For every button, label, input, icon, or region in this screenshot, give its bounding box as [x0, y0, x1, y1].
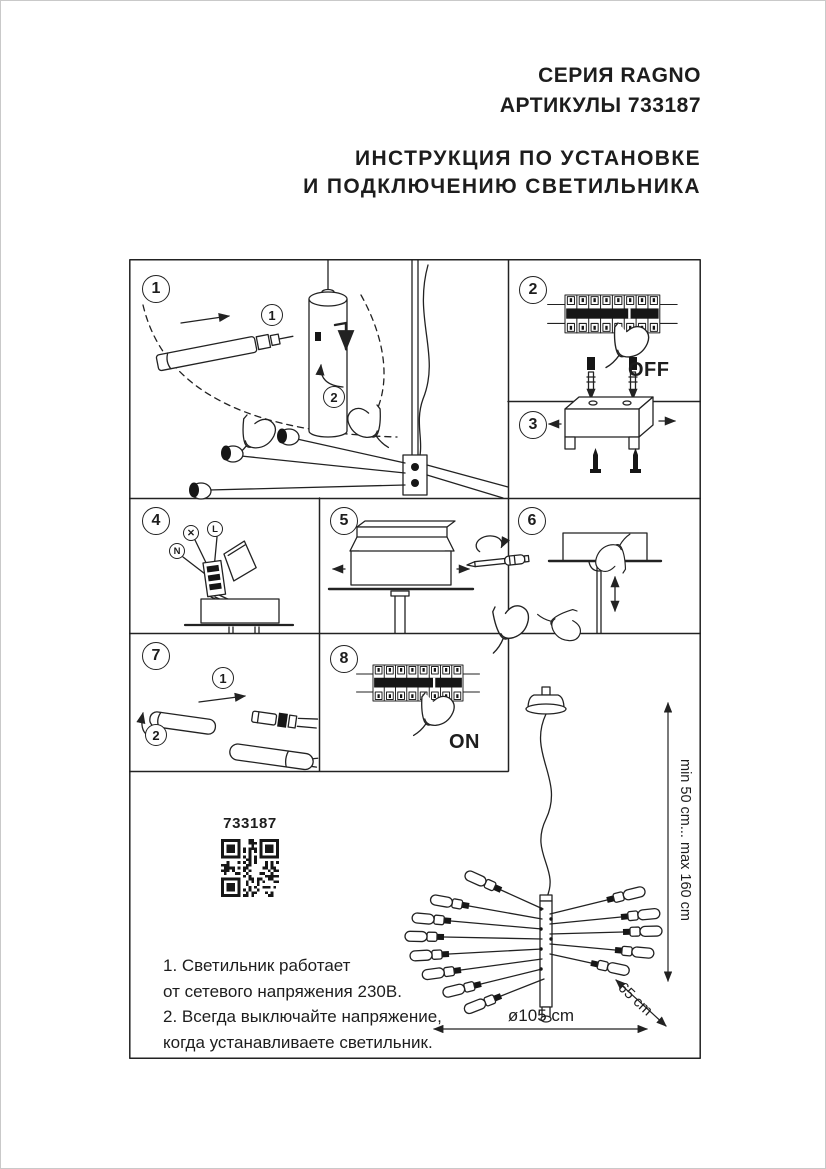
panel-5-badge: 5 [330, 507, 358, 535]
panel-6-badge: 6 [518, 507, 546, 535]
article-title: АРТИКУЛЫ 733187 [499, 94, 701, 117]
safety-notes [163, 953, 511, 1055]
article-block [215, 815, 285, 897]
dimension-depth-label: 65 cm [614, 979, 656, 1020]
panel-6-art [538, 533, 661, 649]
panel-3-badge: 3 [519, 411, 547, 439]
panel-8-badge: 8 [330, 645, 358, 673]
step-annotation: 1 [212, 667, 234, 689]
qr-code [221, 839, 279, 897]
panel-7-badge: 7 [142, 642, 170, 670]
header [129, 61, 701, 201]
panel-8-art [357, 665, 480, 735]
dimension-diameter-label: ø105 cm [507, 1006, 575, 1025]
panel-4-badge: 4 [142, 507, 170, 535]
switch-off-label: OFF [628, 359, 670, 381]
article-code: 733187 [223, 815, 277, 832]
panel-1-art [143, 259, 508, 499]
step-annotation: 2 [145, 724, 167, 746]
note-line: 1. Светильник работает [163, 956, 351, 975]
wire-label-lamp: ✕ [183, 525, 199, 541]
step-annotation: 2 [323, 386, 345, 408]
instruction-diagram [129, 259, 701, 1059]
note-line: 2. Всегда выключайте напряжение, [163, 1007, 442, 1026]
panel-1-badge: 1 [142, 275, 170, 303]
panel-2-badge: 2 [519, 276, 547, 304]
switch-on-label: ON [449, 731, 480, 753]
wire-label-n: N [169, 543, 185, 559]
panel-2-art [548, 295, 678, 368]
note-line: когда устанавливаете светильник. [163, 1032, 433, 1052]
diagram-line-art [129, 259, 701, 1059]
series-title: СЕРИЯ RAGNO [538, 64, 701, 87]
panel-7-art [142, 696, 318, 771]
instruction-title-line2: И ПОДКЛЮЧЕНИЮ СВЕТИЛЬНИКА [303, 175, 701, 198]
wire-label-l: L [207, 521, 223, 537]
instruction-title-line1: ИНСТРУКЦИЯ ПО УСТАНОВКЕ [354, 147, 701, 170]
step-annotation: 1 [261, 304, 283, 326]
panel-4-art [183, 537, 293, 633]
note-line: от сетевого напряжения 230В. [163, 981, 402, 1001]
dimension-height-label: min 50 cm... max 160 cm [677, 759, 693, 921]
